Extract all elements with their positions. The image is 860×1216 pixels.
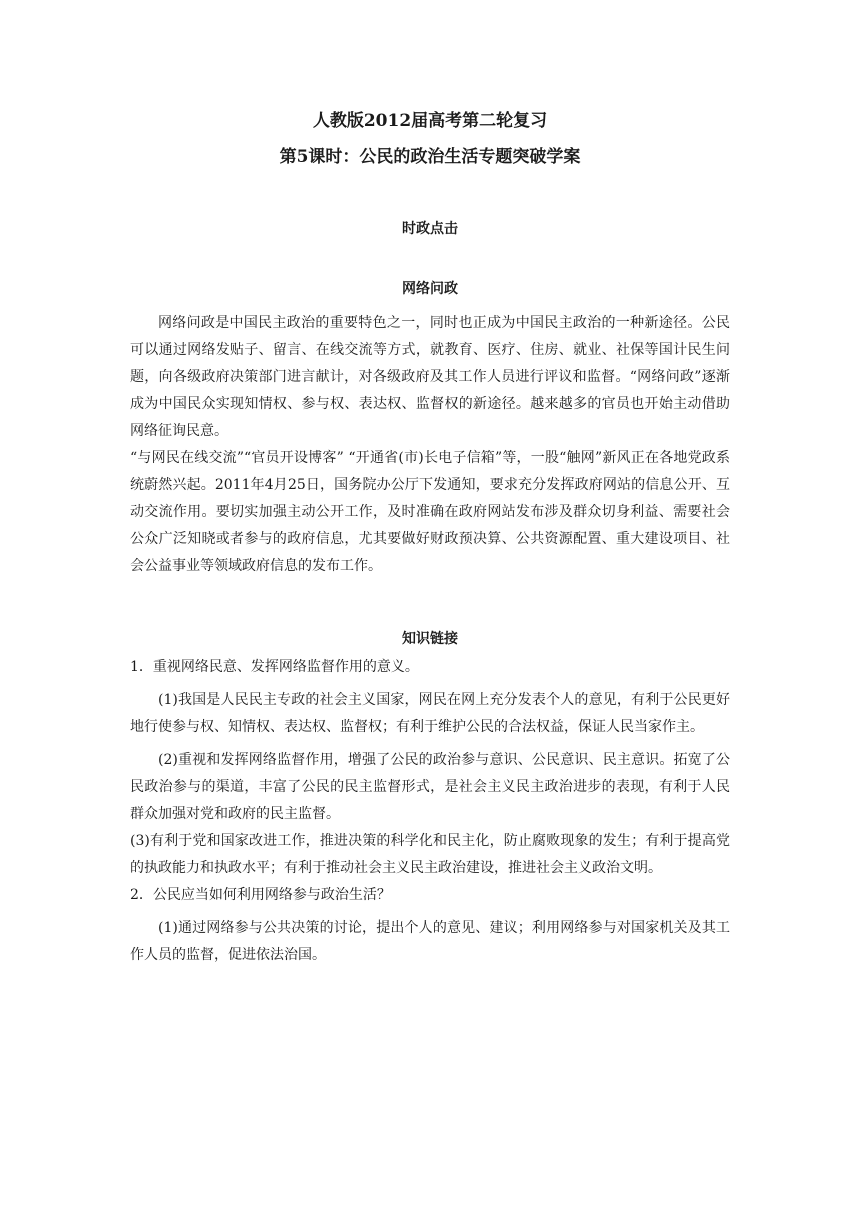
list-item: (3)有利于党和国家改进工作，推进决策的科学化和民主化，防止腐败现象的发生；有利于提高党的执政能力和执政水平；有利于推动社会主义民主政治建设，推进社会主义政治文明。	[130, 833, 730, 876]
list-item-heading: 1．重视网络民意、发挥网络监督作用的意义。	[130, 659, 419, 675]
list-item: (2)重视和发挥网络监督作用，增强了公民的政治参与意识、公民意识、民主意识。拓宽了公民政治参与的渠道，丰富了公民的民主监督形式，是社会主义民主政治进步的表现，有利于人民群众加强对党和政府的民主监督。	[130, 752, 730, 822]
list-item: (1)我国是人民民主专政的社会主义国家，网民在网上充分发表个人的意见，有利于公民更好地行使参与权、知情权、表达权、监督权；有利于维护公民的合法权益，保证人民当家作主。	[130, 692, 730, 735]
paragraph: “与网民在线交流”“官员开设博客” “开通省(市)长电子信箱”等，一股“触网”新风正在各地党政系统蔚然兴起。2011年4月25日，国务院办公厅下发通知，要求充分发挥政府网站的信息公开、互动交流作用。要切实加强主动公开工作，及时准确在政府网站发布涉及群众切身利益、需要社会公众广泛知晓或者参与的政府信息，尤其要做好财政预决算、公共资源配置、重大建设项目、社会公益事业等领域政府信息的发布工作。	[130, 450, 730, 574]
section-subheading-online-politics: 网络问政	[402, 281, 458, 297]
list-item-heading: 2．公民应当如何利用网络参与政治生活？	[130, 887, 391, 903]
document-content	[130, 108, 730, 969]
section-heading-current-affairs: 时政点击	[402, 221, 458, 237]
document-subtitle: 第5课时：公民的政治生活专题突破学案	[279, 147, 581, 167]
paragraph: 网络问政是中国民主政治的重要特色之一，同时也正成为中国民主政治的一种新途径。公民可以通过网络发贴子、留言、在线交流等方式，就教育、医疗、住房、就业、社保等国计民生问题，向各级政府决策部门进言献计，对各级政府及其工作人员进行评议和监督。“网络问政”逐渐成为中国民众实现知情权、参与权、表达权、监督权的新途径。越来越多的官员也开始主动借助网络征询民意。	[130, 315, 730, 439]
list-item: (1)通过网络参与公共决策的讨论，提出个人的意见、建议；利用网络参与对国家机关及其工作人员的监督，促进依法治国。	[130, 920, 730, 963]
section-heading-knowledge-links: 知识链接	[402, 631, 458, 647]
document-title: 人教版2012届高考第二轮复习	[312, 111, 548, 131]
